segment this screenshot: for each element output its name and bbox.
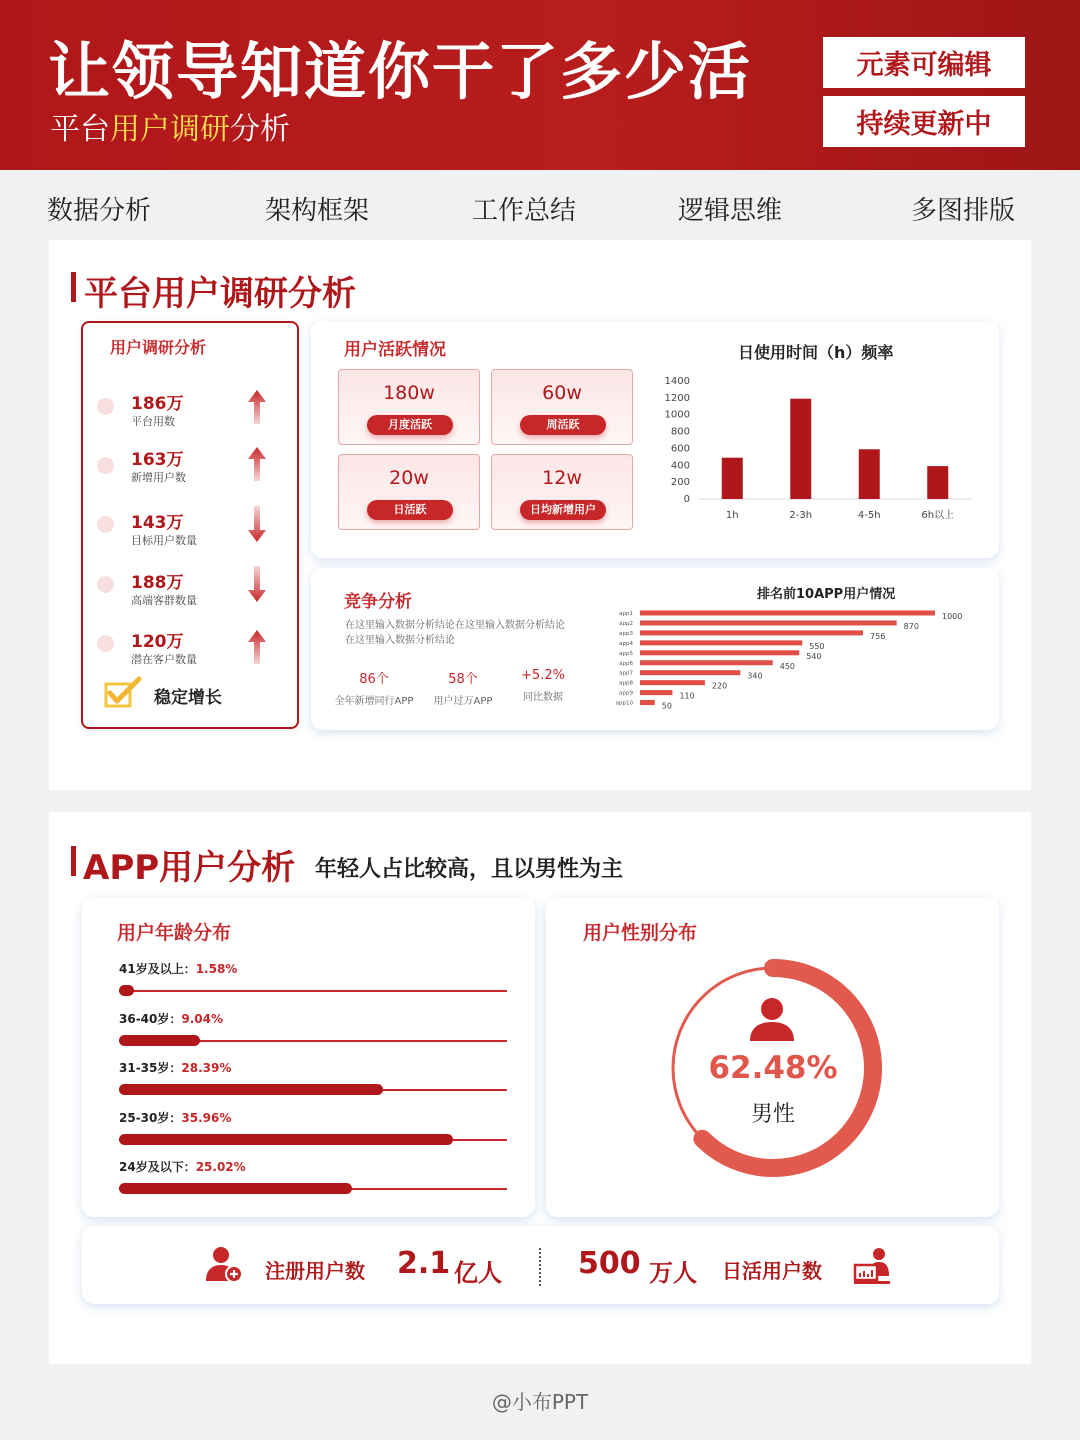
stat-value: 120万 (131, 632, 184, 652)
age-percentage: 28.39% (181, 1061, 232, 1075)
main-title: 让领导知道你干了多少活 (48, 35, 753, 108)
age-bar (119, 1084, 383, 1095)
age-label (119, 1109, 231, 1126)
app-label: app3 (619, 630, 633, 637)
competition-stat (510, 668, 576, 703)
activity-card-title: 用户活跃情况 (344, 340, 446, 360)
age-range: 36-40岁： (119, 1011, 182, 1026)
trend-down-icon (248, 506, 266, 542)
usage-bar (927, 466, 948, 499)
stat-label: 潜在客户数量 (131, 653, 197, 666)
app-value-label: 50 (661, 701, 672, 711)
section-marker (71, 846, 76, 876)
stat-dot (97, 635, 114, 652)
competition-text: 在这里输入数据分析结论 (345, 635, 455, 646)
app-bar (640, 690, 672, 695)
stat-label: 新增用户数 (131, 471, 186, 484)
app-bar (640, 640, 802, 645)
age-range: 24岁及以下： (119, 1160, 196, 1174)
age-bar (119, 1035, 200, 1046)
x-tick-label: 2-3h (789, 510, 813, 521)
trend-down-icon (248, 566, 266, 602)
active-value: 180w (383, 382, 435, 404)
research-card-title: 用户调研分析 (110, 338, 207, 357)
age-percentage: 25.02% (195, 1160, 246, 1174)
section-subtitle: 年轻人占比较高，且以男性为主 (315, 857, 624, 882)
app-label: app10 (615, 700, 633, 707)
nav-item-multi-layout[interactable]: 多图排版 (911, 196, 1016, 226)
age-range: 25-30岁： (119, 1110, 182, 1125)
active-label-pill: 日活跃 (367, 500, 453, 520)
app-value-label: 220 (711, 681, 728, 691)
active-label-pill: 日均新增用户 (520, 500, 606, 520)
app-label: app2 (619, 620, 633, 627)
app-value-label: 870 (903, 621, 919, 631)
app-bar (640, 700, 655, 705)
active-value: 12w (542, 467, 582, 489)
usage-bar (790, 399, 811, 499)
nav-item-framework[interactable]: 架构框架 (265, 196, 370, 226)
y-tick-label: 800 (670, 426, 690, 438)
age-percentage: 35.96% (181, 1110, 232, 1125)
age-range: 41岁及以上： (119, 962, 196, 976)
app-value-label: 110 (679, 691, 695, 701)
summary-divider (539, 1248, 541, 1286)
competition-stat-value: 58个 (448, 672, 478, 687)
stable-growth-label: 稳定增长 (154, 688, 222, 708)
age-track (119, 990, 507, 992)
app-bar (640, 611, 935, 616)
app-label: app4 (619, 640, 633, 647)
active-value: 60w (542, 382, 582, 404)
x-tick-label: 4-5h (857, 510, 881, 521)
subtitle (50, 104, 290, 148)
male-user-icon (746, 994, 798, 1042)
competition-stat-value: +5.2% (521, 668, 565, 683)
check-icon (104, 676, 142, 708)
competition-stat-label: 用户过万APP (433, 696, 493, 707)
age-range: 31-35岁： (119, 1061, 182, 1075)
stat-value: 188万 (131, 573, 184, 593)
nav-item-logic[interactable]: 逻辑思维 (678, 196, 783, 226)
competition-stat-label: 同比数据 (523, 692, 563, 703)
daily-active-label: 日活用户数 (722, 1259, 822, 1283)
app-value-label: 1000 (942, 612, 963, 621)
usage-bar-chart (650, 370, 990, 530)
age-bar (119, 1134, 453, 1145)
y-tick-label: 200 (670, 477, 690, 489)
app-label: app7 (619, 670, 633, 677)
y-tick-label: 1200 (664, 392, 690, 404)
updating-button[interactable]: 持续更新中 (823, 96, 1025, 147)
stat-dot (97, 398, 114, 415)
top10-bar-chart (612, 606, 992, 714)
age-percentage: 1.58% (195, 962, 238, 976)
age-label (119, 1158, 246, 1175)
active-value: 20w (389, 467, 429, 489)
daily-active-unit: 万人 (649, 1259, 697, 1287)
app-value-label: 756 (870, 631, 886, 641)
app-value-label: 550 (809, 641, 825, 651)
app-label: app6 (619, 660, 633, 667)
stat-value: 186万 (131, 394, 184, 414)
active-label-pill: 周活跃 (520, 415, 606, 435)
new-users-box (491, 454, 633, 530)
y-tick-label: 1400 (664, 376, 690, 387)
trend-arrows (244, 386, 270, 666)
nav-item-data-analysis[interactable]: 数据分析 (47, 196, 152, 226)
app-value-label: 540 (806, 651, 822, 661)
app-bar (640, 630, 863, 635)
nav-item-work-summary[interactable]: 工作总结 (472, 196, 577, 226)
usage-bar (722, 458, 743, 499)
usage-chart-title: 日使用时间（h）频率 (738, 343, 894, 362)
y-tick-label: 0 (683, 494, 690, 505)
app-value-label: 340 (747, 671, 763, 681)
daily-active-box (338, 454, 480, 530)
section-marker (71, 272, 76, 302)
y-tick-label: 600 (670, 443, 690, 455)
gender-card-title: 用户性别分布 (583, 922, 698, 944)
age-card-title: 用户年龄分布 (117, 922, 232, 944)
y-tick-label: 400 (670, 460, 690, 472)
age-percentage: 9.04% (181, 1011, 224, 1026)
stat-value: 143万 (131, 513, 184, 533)
daily-active-value: 500 (578, 1246, 641, 1281)
app-label: app5 (619, 650, 633, 657)
app-value-label: 450 (779, 661, 796, 671)
competition-stat-label: 全年新增同行APP (334, 696, 414, 707)
app-label: app1 (619, 611, 633, 617)
app-bar (640, 650, 799, 655)
registered-users-unit: 亿人 (454, 1259, 502, 1287)
stat-label: 目标用户数量 (131, 534, 197, 547)
stat-value: 163万 (131, 450, 184, 470)
stat-dot (97, 576, 114, 593)
trend-up-icon (248, 630, 266, 664)
age-bar (119, 1183, 352, 1194)
registered-users-label: 注册用户数 (265, 1259, 365, 1283)
x-tick-label: 1h (725, 510, 739, 521)
registered-users-value: 2.1 (397, 1246, 451, 1281)
y-tick-label: 1000 (664, 409, 690, 421)
usage-bar (859, 449, 880, 499)
app-label: app9 (619, 690, 633, 697)
subtitle-highlight: 用户调研 (110, 112, 230, 147)
stat-label: 高端客群数量 (131, 594, 197, 607)
stat-dot (97, 516, 114, 533)
section-title: 平台用户调研分析 (84, 274, 356, 314)
age-label (119, 1010, 223, 1027)
age-label (119, 1059, 231, 1076)
app-bar (640, 620, 897, 625)
competition-text: 在这里输入数据分析结论在这里输入数据分析结论 (345, 620, 565, 631)
app-bar (640, 680, 705, 685)
stat-dot (97, 457, 114, 474)
age-bar (119, 985, 134, 996)
app-bar (640, 670, 740, 675)
active-label-pill: 月度活跃 (367, 415, 453, 435)
age-distribution (119, 960, 507, 1200)
competition-card-title: 竞争分析 (344, 592, 412, 612)
competition-stat-value: 86个 (359, 672, 389, 687)
section-title: APP用户分析 (83, 848, 296, 888)
age-label (119, 960, 237, 977)
monthly-active-box (338, 369, 480, 445)
app-label: app8 (619, 680, 633, 687)
top10-chart-title: 排名前10APP用户情况 (757, 587, 896, 602)
gender-label: 男性 (750, 1102, 795, 1127)
subtitle-pre: 平台 (50, 112, 110, 147)
editable-button[interactable]: 元素可编辑 (823, 37, 1025, 88)
competition-stat (330, 668, 418, 707)
footer-credit: @小布PPT (491, 1390, 589, 1414)
add-user-icon (205, 1245, 245, 1285)
app-bar (640, 660, 773, 665)
gender-percentage: 62.48% (708, 1050, 838, 1086)
weekly-active-box (491, 369, 633, 445)
competition-stat (420, 668, 506, 707)
stat-label: 平台用数 (131, 415, 175, 428)
trend-up-icon (248, 447, 266, 481)
x-tick-label: 6h以上 (921, 510, 955, 521)
user-monitor-icon (852, 1246, 894, 1286)
subtitle-post: 分析 (230, 112, 290, 147)
trend-up-icon (248, 390, 266, 424)
